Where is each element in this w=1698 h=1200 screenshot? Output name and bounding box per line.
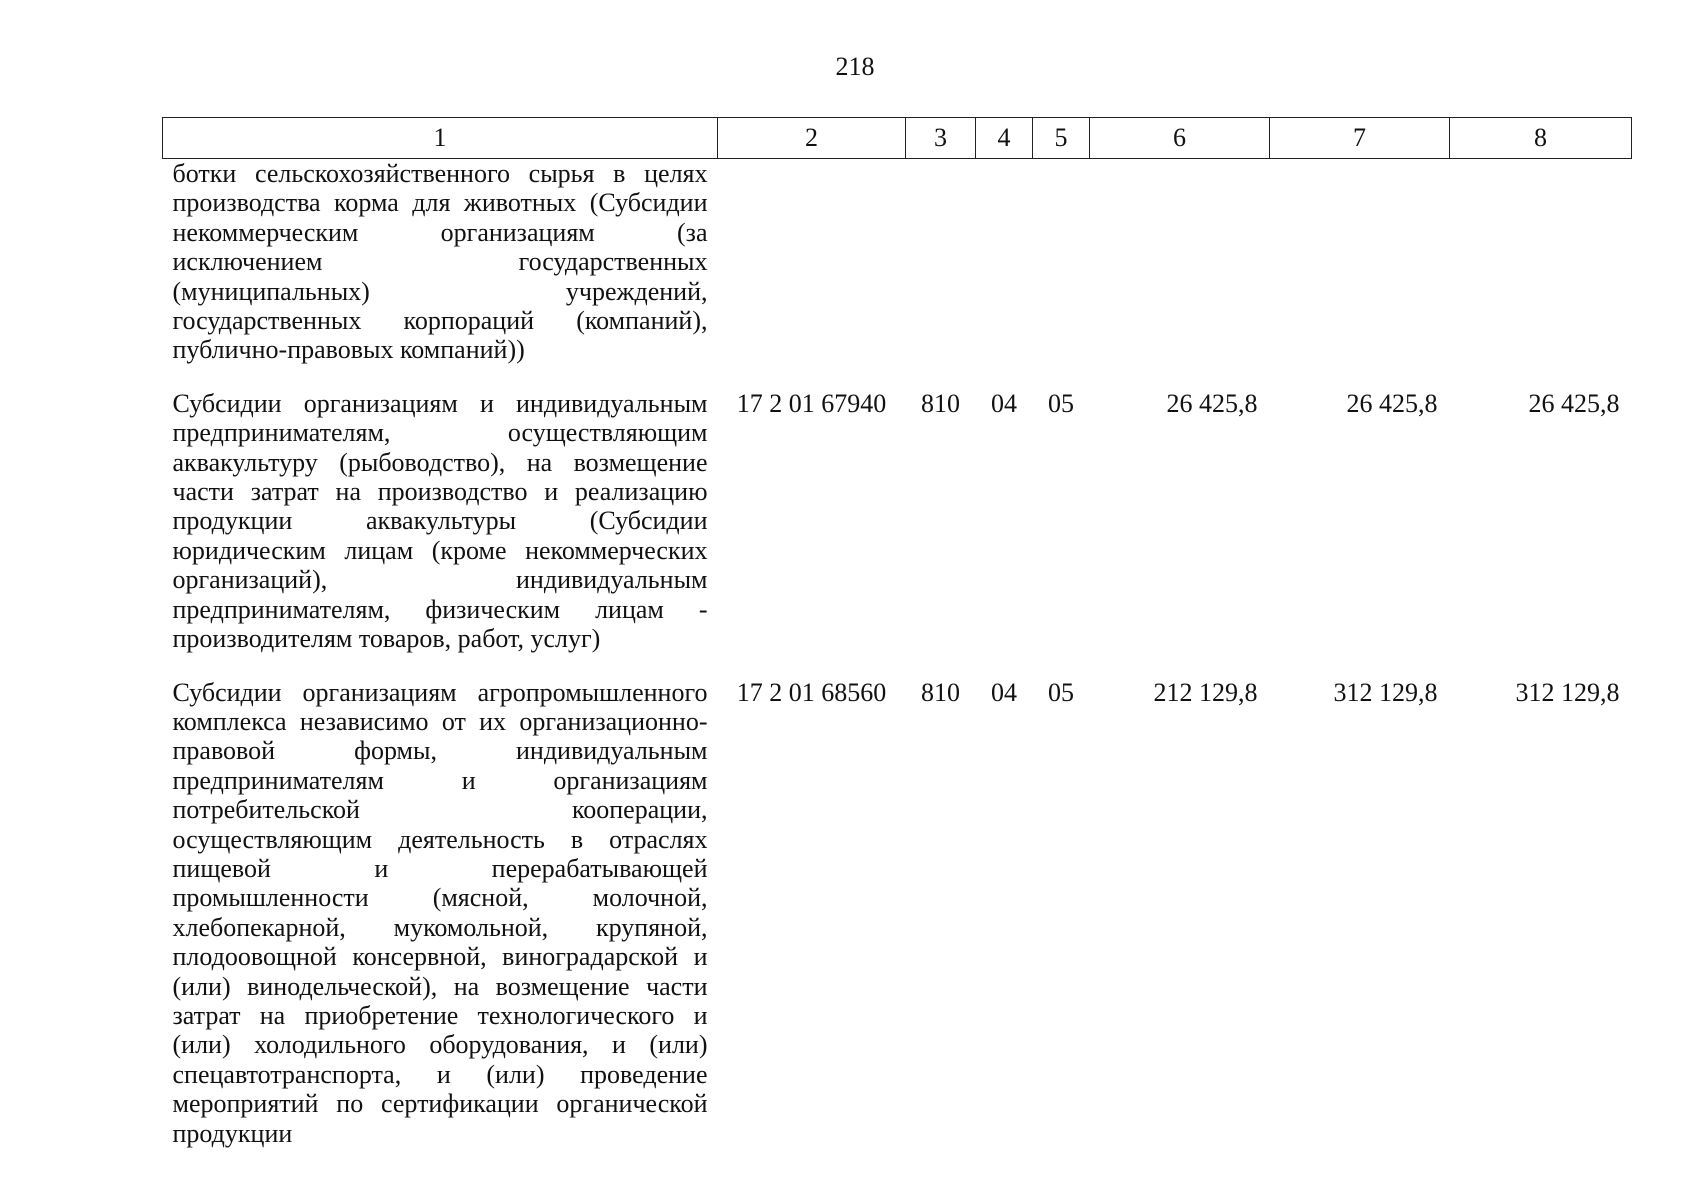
table-row [163, 666, 1632, 1161]
column-header: 6 [1090, 118, 1270, 159]
row-amount-col8 [1450, 159, 1632, 377]
row-amount-col6: 212 129,8 [1153, 677, 1258, 707]
row-subsection: 05 [1048, 677, 1074, 707]
column-header: 4 [976, 118, 1033, 159]
row-amount-col7 [1270, 159, 1450, 377]
page-number: 218 [835, 52, 875, 81]
row-subsection [1033, 159, 1090, 377]
budget-table [162, 117, 1632, 1160]
column-header: 7 [1270, 118, 1450, 159]
row-description: Субсидии организациям и индивидуальным предпринимателям, осуществляющим аквакультуру (рыбоводство), на возмещение части затрат на производство и реализацию продукции аквакультуры (Субсидии юридическим лицам (кроме некоммерческих организаций), индивидуальным предпринимателям, физическим лицам - производителям товаров, работ, услуг) [172, 388, 708, 654]
row-expense-type: 810 [921, 677, 960, 707]
row-amount-col8: 26 425,8 [1528, 388, 1620, 418]
row-description: ботки сельскохозяйственного сырья в целях производства корма для животных (Субсидии некоммерческим организациям (за исключением государственных (муниципальных) учреждений, государственных корпораций (компаний), публично-правовых компаний)) [172, 159, 708, 365]
row-expense-type [906, 159, 976, 377]
row-target-code: 17 2 01 68560 [736, 677, 887, 707]
row-target-code [718, 159, 906, 377]
column-header: 1 [163, 118, 718, 159]
row-description: Субсидии организациям агропромышленного комплекса независимо от их организационно-правовой формы, индивидуальным предпринимателям и организациям потребительской кооперации, осуществляющим деятельность в отраслях пищевой и перерабатывающей промышленности (мясной, молочной, хлебопекарной, мукомольной, крупяной, плодоовощной консервной, виноградарской и (или) винодельческой), на возмещение части затрат на приобретение технологического и (или) холодильного оборудования, и (или) спецавтотранспорта, и (или) проведение мероприятий по сертификации органической продукции [172, 677, 708, 1148]
row-target-code: 17 2 01 67940 [736, 388, 887, 418]
row-amount-col8: 312 129,8 [1515, 677, 1620, 707]
row-section [976, 159, 1033, 377]
row-expense-type: 810 [921, 388, 960, 418]
column-header: 8 [1450, 118, 1632, 159]
row-amount-col7: 26 425,8 [1346, 388, 1438, 418]
row-amount-col6 [1090, 159, 1270, 377]
row-subsection: 05 [1048, 388, 1074, 418]
row-section: 04 [991, 677, 1017, 707]
table-row [163, 377, 1632, 666]
column-header: 5 [1033, 118, 1090, 159]
column-header: 2 [718, 118, 906, 159]
row-section: 04 [991, 388, 1017, 418]
table-header-row [163, 118, 1632, 159]
table-row [163, 159, 1632, 377]
row-amount-col6: 26 425,8 [1166, 388, 1258, 418]
row-amount-col7: 312 129,8 [1333, 677, 1438, 707]
column-header: 3 [906, 118, 976, 159]
